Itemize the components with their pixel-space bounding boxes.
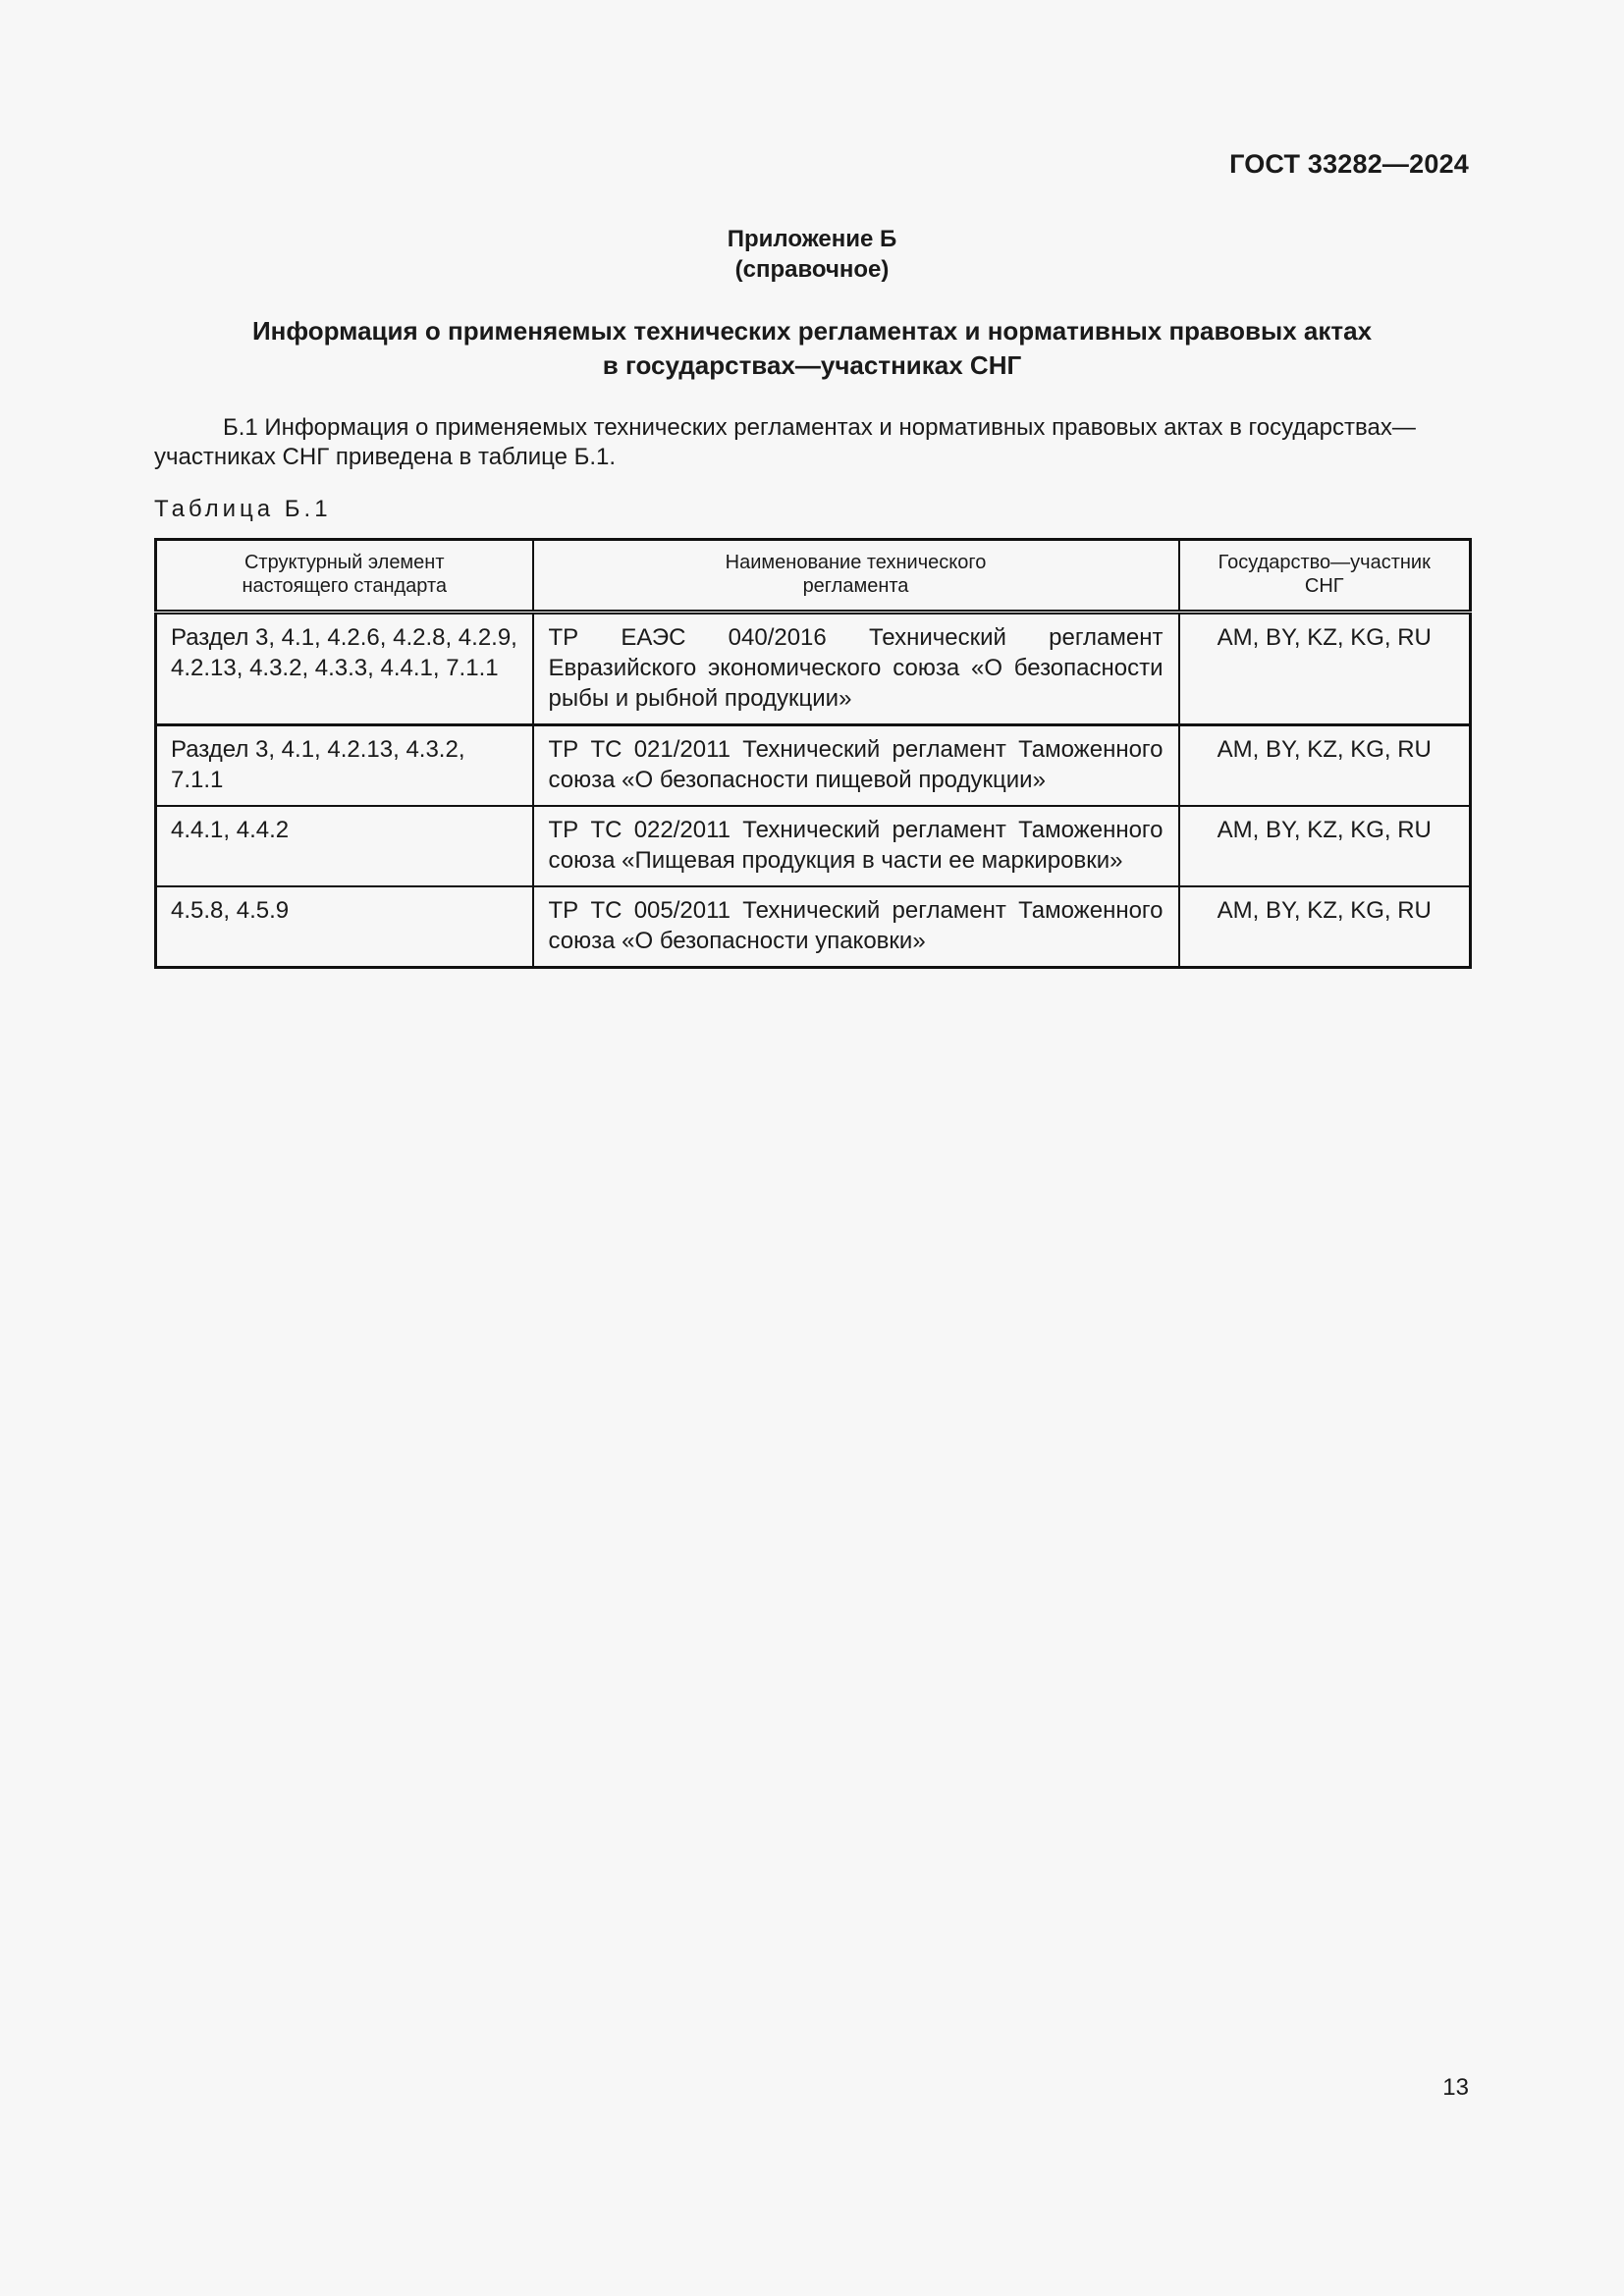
- cell-structural-element: Раздел 3, 4.1, 4.2.13, 4.3.2, 7.1.1: [156, 725, 533, 807]
- appendix-heading: [0, 224, 1624, 285]
- header-line: регламента: [802, 575, 909, 597]
- table-row: [156, 886, 1471, 968]
- cell-regulation: ТР ТС 021/2011 Технический регламент Таможенного союза «О безопасности пищевой продукции»: [533, 725, 1179, 807]
- cell-regulation: ТР ЕАЭС 040/2016 Технический регламент Евразийского экономического союза «О безопасности рыбы и рыбной продукции»: [533, 613, 1179, 725]
- header-regulation-name: [533, 540, 1179, 613]
- cell-structural-element: 4.4.1, 4.4.2: [156, 806, 533, 886]
- appendix-type: (справочное): [734, 256, 890, 283]
- header-structural-element: [156, 540, 533, 613]
- cell-regulation: ТР ТС 005/2011 Технический регламент Таможенного союза «О безопасности упаковки»: [533, 886, 1179, 968]
- cell-states: AM, BY, KZ, KG, RU: [1179, 886, 1471, 968]
- cell-regulation: ТР ТС 022/2011 Технический регламент Таможенного союза «Пищевая продукция в части ее маркировки»: [533, 806, 1179, 886]
- cell-structural-element: 4.5.8, 4.5.9: [156, 886, 533, 968]
- header-line: Структурный элемент: [244, 552, 445, 573]
- header-line: настоящего стандарта: [242, 575, 448, 597]
- table-row: [156, 806, 1471, 886]
- section-title-line-1: Информация о применяемых технических регламентах и нормативных правовых актах: [251, 316, 1373, 346]
- appendix-label: Приложение Б: [727, 226, 897, 252]
- header-member-state: [1179, 540, 1471, 613]
- page-number: 13: [1442, 2074, 1469, 2101]
- section-title-line-2: в государствах—участниках СНГ: [602, 350, 1022, 380]
- table-row: [156, 725, 1471, 807]
- header-line: Наименование технического: [725, 552, 987, 573]
- header-line: Государство—участник: [1218, 552, 1431, 573]
- table-caption: Таблица Б.1: [154, 496, 332, 522]
- cell-structural-element: Раздел 3, 4.1, 4.2.6, 4.2.8, 4.2.9, 4.2.13, 4.3.2, 4.3.3, 4.4.1, 7.1.1: [156, 613, 533, 725]
- cell-states: AM, BY, KZ, KG, RU: [1179, 806, 1471, 886]
- document-code: ГОСТ 33282—2024: [1229, 149, 1469, 179]
- cell-states: AM, BY, KZ, KG, RU: [1179, 725, 1471, 807]
- regulations-table: [154, 538, 1472, 969]
- body-paragraph: Б.1 Информация о применяемых технических регламентах и нормативных правовых актах в государствах—участниках СНГ приведена в таблице Б.1.: [154, 414, 1416, 470]
- header-line: СНГ: [1304, 575, 1344, 597]
- table-header-row: [156, 540, 1471, 613]
- cell-states: AM, BY, KZ, KG, RU: [1179, 613, 1471, 725]
- table-row: [156, 613, 1471, 725]
- section-title: [0, 314, 1624, 383]
